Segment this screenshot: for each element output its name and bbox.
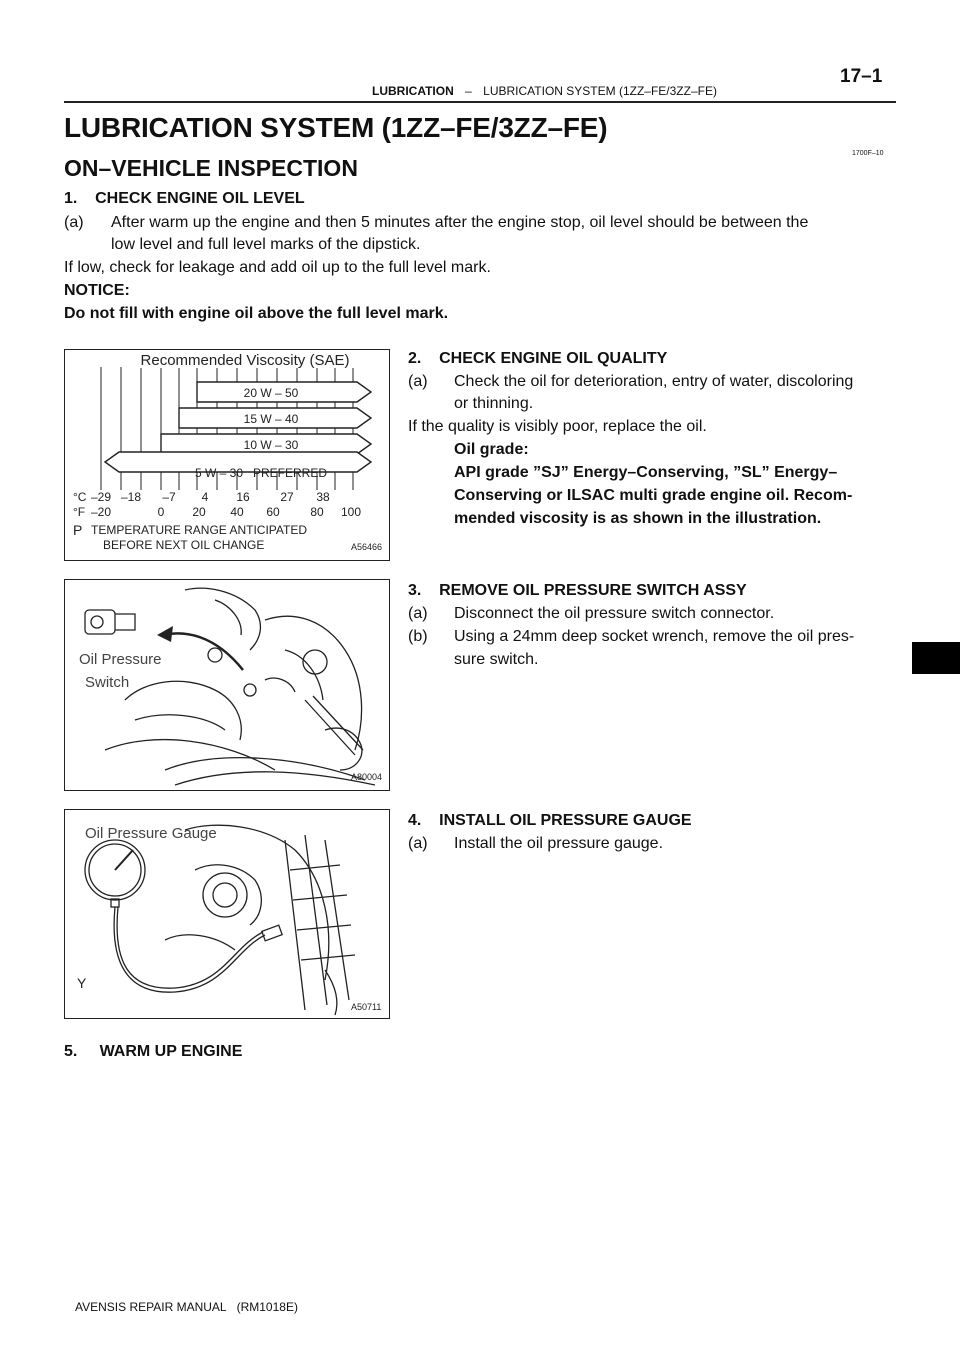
header-rule [64, 101, 896, 103]
f-tick: 60 [266, 505, 280, 519]
gauge-illustration [65, 810, 389, 1018]
fahrenheit-unit: °F [73, 505, 86, 519]
running-header [372, 84, 717, 98]
page-title: LUBRICATION SYSTEM (1ZZ–FE/3ZZ–FE) [64, 112, 608, 143]
celsius-unit: °C [73, 490, 87, 504]
c-tick: 38 [316, 490, 330, 504]
oil-pressure-gauge-label: Oil Pressure Gauge [85, 825, 217, 842]
step2-a-line2: or thinning. [454, 395, 534, 412]
footer: AVENSIS REPAIR MANUAL (RM1018E) [75, 1300, 298, 1314]
corner-letter: Y [77, 975, 87, 991]
step2-note: If the quality is visibly poor, replace the oil. [408, 418, 707, 435]
oil-grade-label: Oil grade: [454, 441, 529, 458]
header-separator: – [465, 84, 472, 98]
step1-heading: 1. CHECK ENGINE OIL LEVEL [64, 190, 305, 207]
figure-id: A50711 [351, 1002, 382, 1012]
section-subtitle: ON–VEHICLE INSPECTION [64, 155, 358, 181]
oil-pressure-switch-label-line1: Oil Pressure [79, 651, 162, 668]
notice-text: Do not fill with engine oil above the full level mark. [64, 305, 449, 322]
c-tick: 4 [201, 490, 209, 504]
step2-heading: 2. CHECK ENGINE OIL QUALITY [408, 350, 668, 367]
step1-a-line2: low level and full level marks of the dipstick. [111, 236, 421, 253]
f-tick: –20 [90, 505, 112, 519]
oil-grade-line2: Conserving or ILSAC multi grade engine oil. Recom- [454, 487, 853, 504]
chart-title: Recommended Viscosity (SAE) [140, 352, 350, 369]
step4-a-text: Install the oil pressure gauge. [454, 835, 664, 852]
step4-heading: 4. INSTALL OIL PRESSURE GAUGE [408, 812, 692, 829]
section-tab [912, 642, 960, 674]
bar-label-10w30: 10 W – 30 [243, 438, 299, 452]
step4-a-marker: (a) [408, 835, 428, 852]
f-tick: 100 [340, 505, 362, 519]
f-tick: 0 [157, 505, 165, 519]
oil-grade-line3: mended viscosity is as shown in the illustration. [454, 510, 822, 527]
c-tick: 16 [236, 490, 250, 504]
viscosity-chart [65, 350, 389, 560]
step2-a-line1: Check the oil for deterioration, entry of water, discoloring [454, 373, 854, 390]
f-tick: 20 [192, 505, 206, 519]
oil-grade-line1: API grade ”SJ” Energy–Conserving, ”SL” Energy– [454, 464, 838, 481]
oil-pressure-switch-figure [64, 579, 390, 791]
c-tick: –18 [120, 490, 142, 504]
step3-b-marker: (b) [408, 628, 428, 645]
figure-id: A80004 [351, 772, 383, 782]
f-tick: 40 [230, 505, 244, 519]
oil-pressure-gauge-figure [64, 809, 390, 1019]
page-number: 17–1 [840, 66, 883, 87]
bar-label-15w40: 15 W – 40 [243, 412, 299, 426]
notice-label: NOTICE: [64, 282, 130, 299]
oil-pressure-switch-label-line2: Switch [85, 674, 130, 691]
doc-code: 1700F–10 [852, 150, 884, 157]
c-tick: –7 [162, 490, 176, 504]
step2-a-marker: (a) [408, 373, 428, 390]
step1-a-marker: (a) [64, 214, 84, 231]
corner-letter: P [73, 522, 83, 538]
step1-note: If low, check for leakage and add oil up to the full level mark. [64, 259, 491, 276]
chart-caption-line2: BEFORE NEXT OIL CHANGE [103, 538, 265, 552]
f-tick: 80 [310, 505, 324, 519]
bar-label-5w30: 5 W – 30 PREFERRED [194, 466, 328, 480]
viscosity-figure [64, 349, 390, 561]
step3-heading: 3. REMOVE OIL PRESSURE SWITCH ASSY [408, 582, 747, 599]
figure-id: A56466 [351, 542, 383, 552]
header-subsection: LUBRICATION SYSTEM (1ZZ–FE/3ZZ–FE) [483, 84, 717, 98]
step3-a-marker: (a) [408, 605, 428, 622]
step3-a-text: Disconnect the oil pressure switch connector. [454, 605, 775, 622]
step5-heading: 5. WARM UP ENGINE [64, 1043, 243, 1060]
chart-caption-line1: TEMPERATURE RANGE ANTICIPATED [91, 523, 308, 537]
engine-illustration [65, 580, 389, 790]
c-tick: 27 [280, 490, 294, 504]
step1-a-line1: After warm up the engine and then 5 minutes after the engine stop, oil level should be between the [111, 214, 809, 231]
step3-b-line2: sure switch. [454, 651, 539, 668]
c-tick: –29 [90, 490, 112, 504]
bar-label-20w50: 20 W – 50 [243, 386, 299, 400]
step3-b-line1: Using a 24mm deep socket wrench, remove the oil pres- [454, 628, 855, 645]
header-section: LUBRICATION [372, 84, 454, 98]
